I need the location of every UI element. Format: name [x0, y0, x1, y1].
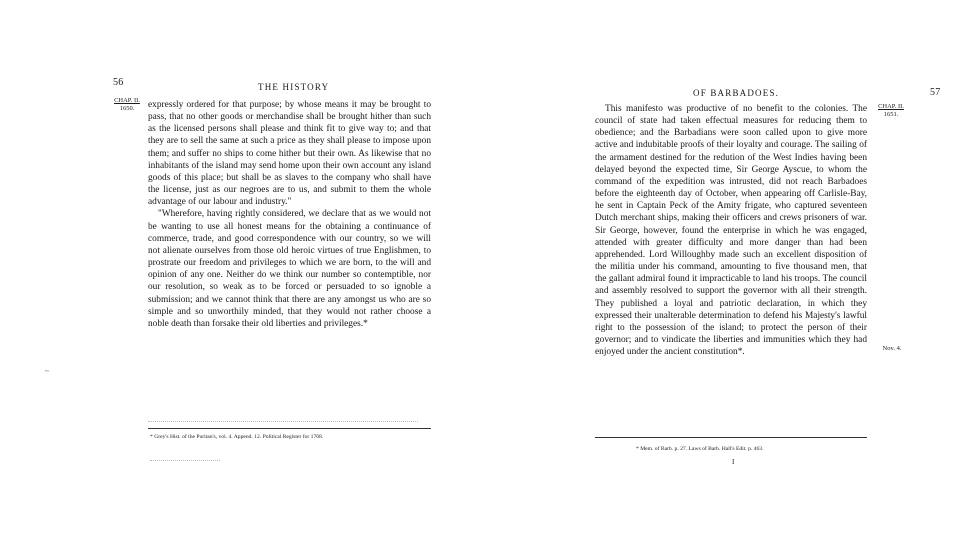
right-page [490, 0, 980, 555]
left-margin-year: 1650. [119, 105, 135, 112]
right-margin-chapter: CHAP. II. [878, 103, 904, 110]
left-paragraph-1: expressly ordered for that purpose; by whose means it may be brought to pass, that no other goods or merchandise shall be brought hither than such as the licensed persons shall please and think fit to give way to; and that they are to sell the same at such a price as they shall please to impose upon them; and suffer no ships to come hither but their own. As likewise that no inhabitants of the island may send home upon their own account any island goods of this place; but shall be as slaves to the company who shall have the license, just as our negroes are to us, and submit to them the whole advantage of our labour and industry." [148, 100, 431, 208]
right-margin-date-note: Nov. 4. [882, 345, 902, 352]
left-bleed-through-line [148, 421, 418, 422]
right-margin-note [873, 103, 909, 119]
right-footnote-rule [595, 437, 867, 438]
left-margin-note [107, 97, 147, 113]
right-body-text [595, 103, 867, 358]
right-running-head: OF BARBADOES. [693, 88, 780, 98]
right-paragraph-1: This manifesto was productive of no benefit to the colonies. The council of state had taken effectual measures for reducing them to obedience; and the Barbadians were soon called upon to give more active and indubitable proofs of their loyalty and courage. The sailing of the armament destined for the redution of the West Indies having been delayed beyond the expected time, Sir George Ayscue, to whom the command of the expedition was intrusted, did not reach Barbadoes before the eighteenth day of October, when appearing off Carlisle-Bay, he sent in Captain Peck of the Amity frigate, who captured seventeen Dutch merchant ships, making their officers and crews prisoners of war. Sir George, however, found the enterprise in which he was engaged, attended with greater difficulty and more danger than had been apprehended. Lord Willoughby made such an excellent disposition of the militia under his command, amounting to five thousand men, that the gallant admiral found it impracticable to land his troops. The council and assembly resolved to support the governor with all their strength. They published a loyal and patriotic declaration, in which they expressed their unalterable determination to defend his Majesty's lawful right to the possession of the island; to protect the person of their governor; and to vindicate the liberties and immunities which they had enjoyed under the ancient constitution*. [595, 104, 867, 358]
left-body-text [148, 99, 431, 330]
left-margin-blot: ∼ [44, 367, 50, 375]
left-running-head: THE HISTORY [258, 82, 330, 92]
right-signature-mark: I [732, 458, 735, 466]
left-paragraph-2: "Wherefore, having rightly considered, we declare that as we would not be wanting to use all honest means for the obtaining a continuance of commerce, trade, and good correspondence with our country, so we will not alienate ourselves from those old heroic virtues of true Englishmen, to prostrate our freedom and privileges to which we are born, to the will and opinion of any one. Neither do we think our number so contemptible, nor our resolution, so weak as to be forced or persuaded to so ignoble a submission; and we cannot think that there are any amongst us who are so simple and so unworthily minded, that they would not rather choose a noble death than forsake their old liberties and privileges.* [148, 209, 431, 329]
right-margin-year: 1651. [883, 111, 899, 118]
left-page-number: 56 [113, 77, 124, 88]
left-footnote: * Grey's Hist. of the Puritan's, vol. 4. Append. 12. Political Register for 1768. [150, 434, 324, 440]
right-footnote: * Mem. of Barb. p. 27. Laws of Barb. Hall's Edit. p. 463. [636, 446, 764, 452]
left-footnote-rule [148, 428, 431, 429]
right-page-number: 57 [930, 87, 941, 98]
left-bleed-through-line-2 [150, 460, 220, 461]
left-margin-chapter: CHAP. II. [114, 97, 140, 104]
